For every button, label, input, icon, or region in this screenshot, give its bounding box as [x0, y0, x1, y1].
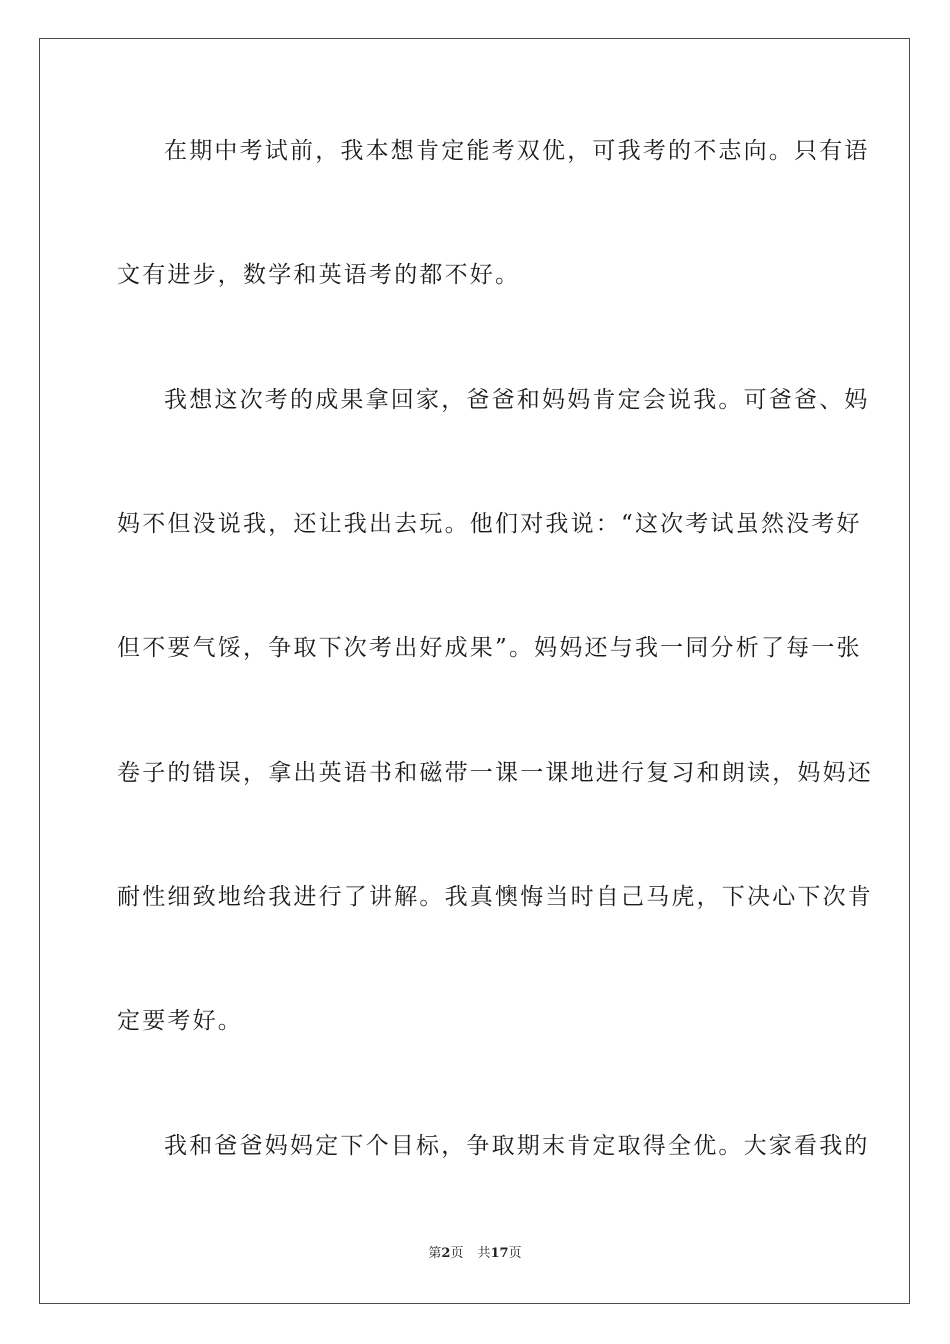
page-prefix: 第 [428, 1246, 442, 1261]
paragraph-3-line-1: 我和爸爸妈妈定下个目标，争取期末肯定取得全优。大家看我的 [164, 1133, 870, 1159]
page-border [39, 38, 910, 1304]
paragraph-1-line-2: 文有进步，数学和英语考的都不好。 [117, 262, 521, 288]
total-prefix: 共 [477, 1246, 491, 1261]
paragraph-2-line-4: 卷子的错误，拿出英语书和磁带一课一课地进行复习和朗读，妈妈还 [117, 760, 873, 786]
page-number: 2 [441, 1246, 451, 1261]
paragraph-1-line-1: 在期中考试前，我本想肯定能考双优，可我考的不志向。只有语 [164, 138, 870, 164]
page-suffix: 页 [450, 1246, 464, 1261]
paragraph-2-line-5: 耐性细致地给我进行了讲解。我真懊悔当时自己马虎，下决心下次肯 [117, 884, 873, 910]
total-suffix: 页 [508, 1246, 522, 1261]
total-pages: 17 [490, 1246, 509, 1261]
page-footer [0, 1245, 950, 1263]
paragraph-2-line-3: 但不要气馁，争取下次考出好成果”。妈妈还与我一同分析了每一张 [117, 635, 862, 661]
paragraph-2-line-1: 我想这次考的成果拿回家，爸爸和妈妈肯定会说我。可爸爸、妈 [164, 387, 870, 413]
paragraph-2-line-2: 妈不但没说我，还让我出去玩。他们对我说：“这次考试虽然没考好 [117, 511, 862, 537]
paragraph-2-line-6: 定要考好。 [117, 1008, 243, 1034]
